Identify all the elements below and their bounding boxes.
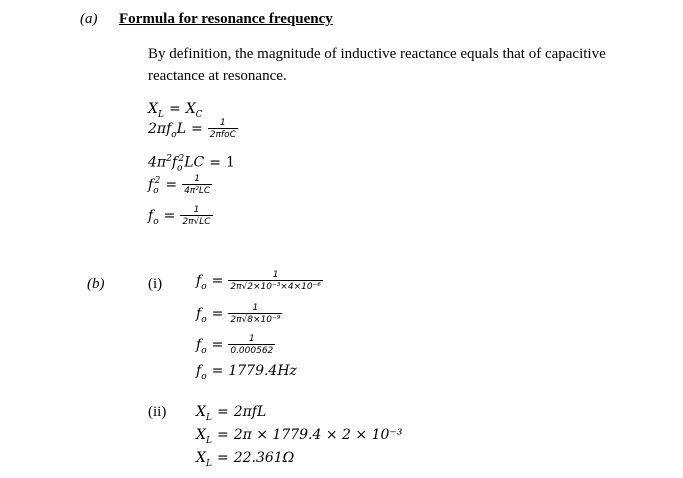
reactance-formula: 2πfL <box>233 404 267 420</box>
reactance-substitution-line: $X_L = 2\pi \times 1779.4 \times 2 \times 10^{-3}$ <box>196 427 403 446</box>
fraction <box>182 174 212 196</box>
sub-part-ii-label: (ii) <box>148 404 167 420</box>
fraction-denominator: 2π√LC <box>182 217 211 227</box>
fraction-numerator: 1 <box>252 303 259 313</box>
fraction <box>228 334 275 356</box>
fraction-denominator: 4π²LC <box>184 186 211 196</box>
definition-paragraph: By definition, the magnitude of inductive reactance equals that of capacitive reactance at resonance. <box>148 46 606 84</box>
fraction <box>228 303 282 325</box>
part-a-label: (a) <box>80 11 98 27</box>
fraction-numerator: 1 <box>194 174 200 184</box>
fraction <box>228 270 323 292</box>
fraction-numerator: 1 <box>272 270 279 280</box>
step-3-equation: $f_o$ = $\frac{1}{0.000562}$ <box>196 334 274 356</box>
fraction-denominator: 2πfoC <box>209 130 236 140</box>
fraction-numerator: 1 <box>248 334 255 344</box>
step-2-equation: $f_o$ = $\frac{1}{\text{2π√8×10⁻⁹}}$ <box>196 303 281 325</box>
part-b-label: (b) <box>87 276 105 292</box>
fraction <box>208 118 238 140</box>
sub-part-i-label: (i) <box>148 276 163 292</box>
fraction-denominator: 0.000562 <box>230 346 274 356</box>
section-heading: Formula for resonance frequency <box>119 11 333 27</box>
equation-4pi2-lc: $4\pi^2f_o^2LC = 1$ <box>148 154 235 174</box>
fraction-numerator: 1 <box>219 118 226 128</box>
result-equation: $f_o = 1779.4Hz$ <box>196 363 297 382</box>
reactance-formula-line: $X_L = 2\pi fL$ <box>196 404 267 423</box>
reactance-result-line: $X_L = 22.361\Omega$ <box>196 450 295 469</box>
fraction-denominator: 2π√8×10⁻⁹ <box>230 315 281 325</box>
result-value: 1779.4Hz <box>228 363 297 379</box>
fraction <box>180 205 212 227</box>
equation-fo-squared: $f_o^2$ = $\frac{1}{\text{4π²LC}}$ <box>148 174 211 196</box>
equation-2pifl: $2\pi f_oL$ = $\frac{1}{\text{2πfoC}}$ <box>148 118 236 140</box>
equation-fo: $f_o$ = $\frac{1}{2\pi√LC}$ <box>148 205 211 227</box>
reactance-substitution: 2π × 1779.4 × 2 × 10⁻³ <box>233 427 403 443</box>
equation-xl-equals-xc: $X_L = X_C$ <box>148 101 203 120</box>
fraction-numerator: 1 <box>193 205 200 215</box>
fraction-denominator: 2π√2×10⁻³×4×10⁻⁶ <box>230 282 321 292</box>
step-1-equation: $f_o$ = $\frac{1}{\text{2π√2×10⁻³×4×10⁻⁶}}$ <box>196 270 321 292</box>
reactance-result: 22.361Ω <box>233 450 295 466</box>
